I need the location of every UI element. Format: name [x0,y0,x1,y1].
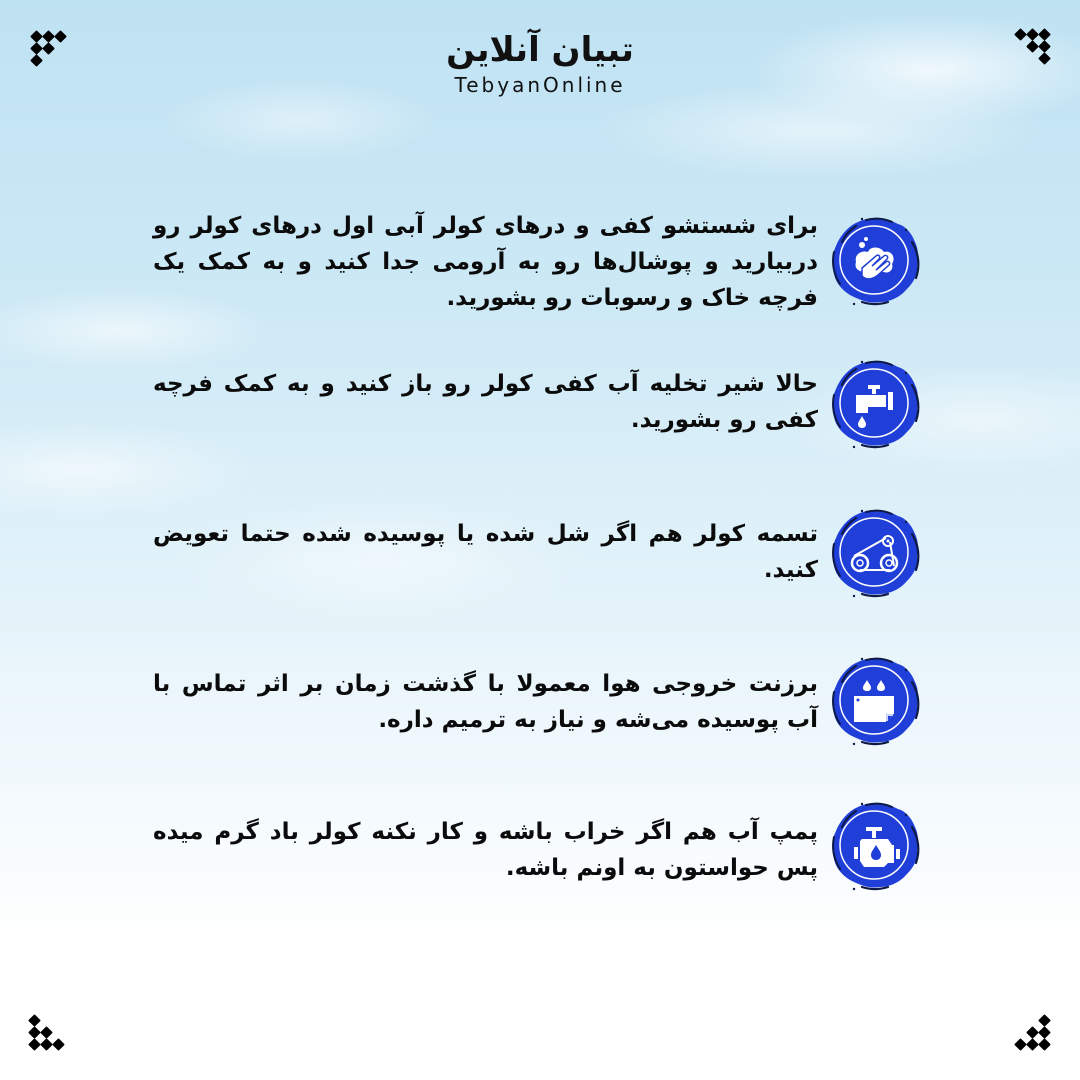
corner-decoration-bottom-left [28,1014,68,1054]
tip-item [150,200,930,320]
tip-text: برزنت خروجی هوا معمولا با گذشت زمان بر اثر تماس با آب پوسیده می‌شه و نیاز به ترمیم داره. [153,671,818,733]
tip-item [150,358,930,478]
tip-text: حالا شیر تخلیه آب کفی کولر رو باز کنید و به کمک فرچه کفی رو بشورید. [153,371,818,433]
corner-decoration-bottom-right [1014,1014,1054,1054]
water-damage-sheet-icon [826,652,922,748]
tip-text: برای شستشو کفی و درهای کولر آبی اول درهای کولر رو دربیارید و پوشال‌ها رو به آرومی جدا کنید و به کمک یک فرچه خاک و رسوبات رو بشورید. [153,213,818,311]
tip-badge [826,797,922,893]
tip-item [150,658,930,778]
tip-text: پمپ آب هم اگر خراب باشه و کار نکنه کولر باد گرم میده پس حواستون به اونم باشه. [153,819,818,881]
tip-badge [826,212,922,308]
tip-badge [826,652,922,748]
tip-text: تسمه کولر هم اگر شل شده یا پوسیده شده حتما تعویض کنید. [153,521,818,583]
tip-item [150,806,930,926]
drive-belt-icon [826,504,922,600]
hand-washing-icon [826,212,922,308]
water-pump-icon [826,797,922,893]
tip-item [150,508,930,628]
tip-badge [826,355,922,451]
brand-logo [0,30,1080,98]
tip-badge [826,504,922,600]
logo-english-text: TebyanOnline [454,73,626,97]
logo-persian-text: تبیان آنلاین [446,30,634,70]
water-faucet-icon [826,355,922,451]
